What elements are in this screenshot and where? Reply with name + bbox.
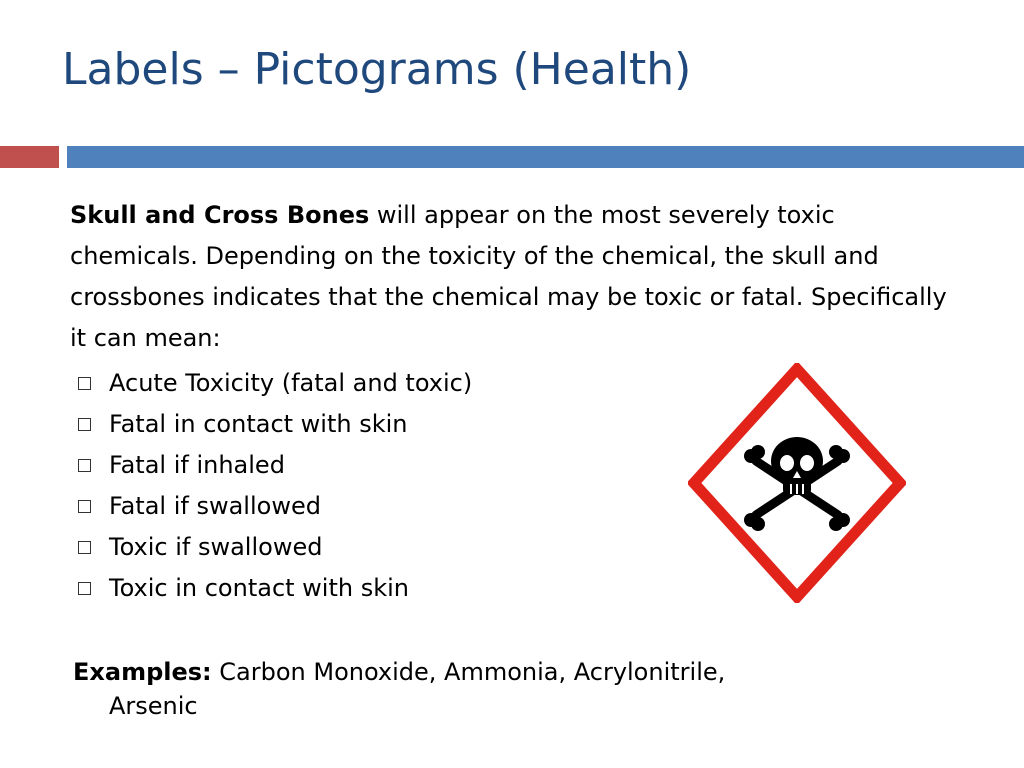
list-item (70, 404, 472, 445)
examples-text: Carbon Monoxide, Ammonia, Acrylonitrile, Arsenic (109, 658, 726, 720)
intro-text: will appear on the most severely toxic chemicals. Depending on the toxicity of the chemical, the skull and crossbones indicates that the chemical may be toxic or fatal. Specifically it can mean: (70, 201, 947, 352)
bullet-square-icon (78, 541, 91, 554)
list-item (70, 363, 472, 404)
intro-paragraph (70, 195, 950, 359)
slide-title: Labels – Pictograms (Health) (62, 44, 692, 95)
list-item-label: Toxic in contact with skin (109, 574, 409, 602)
skull-and-crossbones-icon (688, 363, 906, 603)
list-item (70, 486, 472, 527)
meaning-list (70, 363, 472, 609)
list-item-label: Fatal if inhaled (109, 451, 285, 479)
list-item-label: Toxic if swallowed (109, 533, 323, 561)
accent-bar-red (0, 146, 59, 168)
examples-lead: Examples: (73, 658, 212, 686)
list-item-label: Acute Toxicity (fatal and toxic) (109, 369, 473, 397)
bullet-square-icon (78, 377, 91, 390)
bullet-square-icon (78, 500, 91, 513)
list-item (70, 445, 472, 486)
bullet-square-icon (78, 459, 91, 472)
bullet-square-icon (78, 582, 91, 595)
list-item-label: Fatal in contact with skin (109, 410, 408, 438)
intro-lead: Skull and Cross Bones (70, 201, 370, 229)
list-item (70, 568, 472, 609)
list-item-label: Fatal if swallowed (109, 492, 321, 520)
ghs-pictogram (688, 363, 906, 603)
bullet-square-icon (78, 418, 91, 431)
list-item (70, 527, 472, 568)
accent-bar-blue (67, 146, 1024, 168)
examples-paragraph (73, 655, 729, 723)
